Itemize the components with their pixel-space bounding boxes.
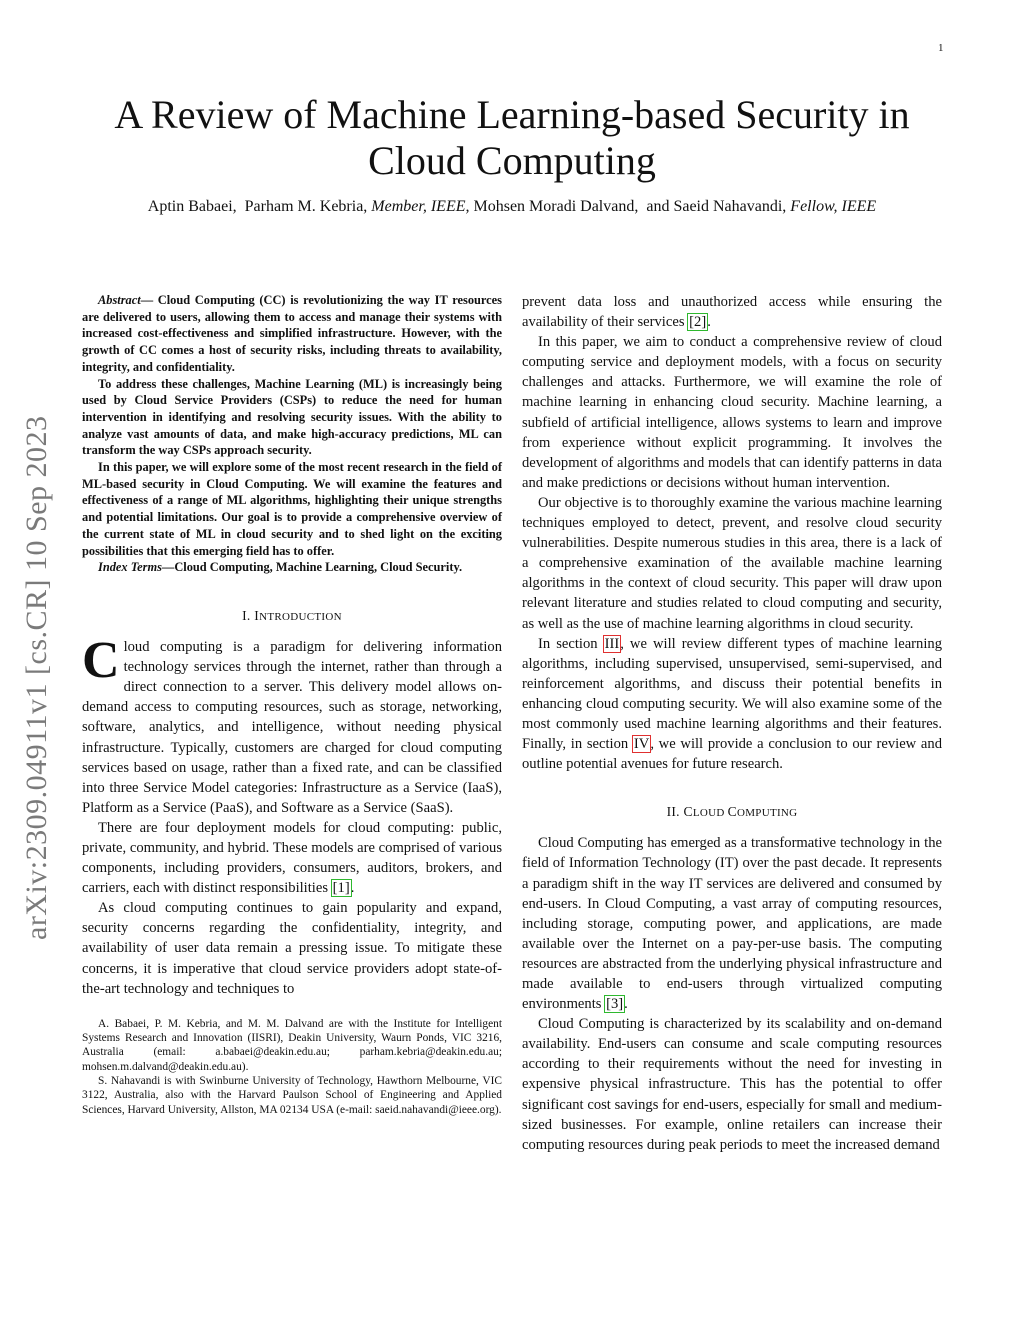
right-paragraph-5: Cloud Computing is characterized by its scalability and on-demand availability. End-users can consume and scale computing resources according to their requirements without the need for investing in expensive physical infrastructure. This has the potential to offer significant cost savings for end-users, especially for small and medium-sized businesses. For example, online retailers can increase their computing resources during peak periods to meet the increased demand xyxy=(522,1016,942,1153)
index-terms-text: —Cloud Computing, Machine Learning, Cloud Security. xyxy=(161,560,463,575)
page-number: 1 xyxy=(938,42,944,54)
index-terms-label: Index Terms xyxy=(98,560,162,575)
intro-text-2a: There are four deployment models for cloud computing: public, private, community, and hybrid. These models are comprised of various components, including providers, consumers, auditors, brokers, and carriers, each with distinct responsibilities xyxy=(82,819,502,897)
intro-text-2b: . xyxy=(350,880,355,897)
section-heading-introduction xyxy=(82,606,502,627)
abstract-label: Abstract xyxy=(98,293,141,307)
right-text-3c: , we will provide a conclusion to our review and outline potential avenues for future research. xyxy=(522,736,943,773)
author-2: Parham M. Kebria, xyxy=(244,198,368,215)
title-line-1: A Review of Machine Learning-based Security in xyxy=(114,92,910,137)
author-2-role: Member, IEEE, xyxy=(371,198,470,215)
section-2-number: II. xyxy=(666,804,684,820)
citation-link-2[interactable]: [2] xyxy=(689,314,707,331)
title-line-2: Cloud Computing xyxy=(368,138,656,183)
dropcap-letter: C xyxy=(82,632,120,690)
right-text-3a: In section xyxy=(538,635,604,652)
right-text-3b: , we will review different types of machine learning algorithms, including supervised, unsupervised, semi-supervised, and reinforcement algorithms, and discuss their potential benefits in enhancing cloud computing security. We will also examine some of the most commonly used machine learning algorithms and their features. Finally, in section xyxy=(522,635,942,753)
intro-paragraph-2 xyxy=(82,818,502,898)
citation-link-3[interactable]: [3] xyxy=(606,996,624,1013)
left-column xyxy=(82,292,502,1117)
abstract-paragraph-1 xyxy=(82,292,502,376)
author-list xyxy=(60,198,964,216)
right-paragraph-4 xyxy=(522,833,942,1014)
paper-title xyxy=(80,92,944,184)
section-2-rest-2: OMPUTING xyxy=(736,807,798,820)
right-paragraph-0 xyxy=(522,292,942,332)
section-link-iv[interactable]: IV xyxy=(633,736,650,753)
footnote-affiliation-2: S. Nahavandi is with Swinburne University of Technology, Hawthorn Melbourne, VIC 3122, Australia, also with the Harvard Paulson School of Engineering and Applied Sciences, Harvard University, Allston, MA 02134 USA (e-mail: saeid.nahavandi@ieee.org). xyxy=(82,1074,502,1116)
citation-link-1[interactable]: [1] xyxy=(332,880,350,897)
section-1-initial: I xyxy=(254,607,260,623)
footnotes xyxy=(82,1017,502,1117)
right-paragraph-1: In this paper, we aim to conduct a comprehensive review of cloud computing service and deployment models, with a focus on security challenges and attacks. Furthermore, we will examine the role of machine learning in enhancing cloud security. Machine learning, a subfield of artificial intelligence, allows systems to learn and improve from experience without explicit programming. It involves the development of algorithms and models that can identify patterns in data and make predictions or decisions without human intervention. xyxy=(522,334,942,491)
author-3: Mohsen Moradi Dalvand, xyxy=(473,198,639,215)
arxiv-identifier: arXiv:2309.04911v1 [cs.CR] 10 Sep 2023 xyxy=(20,415,53,940)
section-2-initial-1: C xyxy=(683,804,693,820)
section-1-rest: NTRODUCTION xyxy=(259,610,342,623)
right-text-0b: . xyxy=(707,314,711,331)
right-paragraph-3 xyxy=(522,634,942,775)
author-4: and Saeid Nahavandi, xyxy=(646,198,787,215)
intro-paragraph-1 xyxy=(82,632,502,818)
abstract-text-1: — Cloud Computing (CC) is revolutionizing the way IT resources are delivered to users, allowing them to access and manage their systems with increased cost-effectiveness and simplified infrastructure. However, with the growth of CC comes a host of security risks, including threats to availability, integrity, and confidentiality. xyxy=(82,293,502,374)
section-2-rest-1: LOUD xyxy=(692,807,728,820)
abstract-paragraph-3: In this paper, we will explore some of the most recent research in the field of ML-based security in Cloud Computing. We will examine the features and effectiveness of a range of ML algorithms, highlighting their unique strengths and potential limitations. Our goal is to provide a comprehensive overview of the current state of ML in cloud security and to shed light on the exciting possibilities that this emerging field has to offer. xyxy=(82,460,502,558)
index-terms xyxy=(82,559,502,576)
intro-text-1: loud computing is a paradigm for delivering information technology services through the internet, rather than through a direct connection to a server. This delivery model allows on-demand access to computing resources, such as storage, networking, software, analytics, and intelligence, without needing physical infrastructure. Typically, customers are charged for cloud computing services based on usage, rather than a fixed rate, and can be classified into three Service Model categories: Infrastructure as a Service (IaaS), Platform as a Service (PaaS), and Software as a Service (SaaS). xyxy=(82,639,502,816)
right-column xyxy=(522,292,942,1155)
intro-paragraph-3: As cloud computing continues to gain popularity and expand, security concerns regarding the confidentiality, integrity, and availability of user data remain a pressing issue. To mitigate these concerns, it is imperative that cloud service providers adopt state-of-the-art technology and techniques to xyxy=(82,900,502,997)
section-2-initial-2: C xyxy=(727,804,737,820)
right-text-4a: Cloud Computing has emerged as a transformative technology in the field of Information Technology (IT) over the past decade. It represents a paradigm shift in the way IT services are delivered and consumed by end-users. In Cloud Computing, a vast array of computing resources, including storage, computing power, and applications, are made available over the Internet on a pay-per-use basis. The computing resources are abstracted from the underlying physical infrastructure and made available to end-users through virtualized computing environments xyxy=(522,835,942,1013)
section-1-number: I. xyxy=(242,607,255,623)
section-heading-cloud-computing xyxy=(522,802,942,823)
right-text-4b: . xyxy=(624,996,628,1013)
author-4-role: Fellow, IEEE xyxy=(790,198,877,215)
author-1: Aptin Babaei, xyxy=(147,198,237,215)
section-link-iii[interactable]: III xyxy=(604,635,620,652)
right-text-0a: prevent data loss and unauthorized access while ensuring the availability of their services xyxy=(522,294,942,331)
right-paragraph-2: Our objective is to thoroughly examine the various machine learning techniques employed to detect, prevent, and resolve cloud security vulnerabilities. Despite numerous studies in this area, there is a lack of a comprehensive examination of the available machine learning algorithms in the context of cloud security. This paper will draw upon relevant literature and studies related to cloud computing and security, as well as the use of machine learning algorithms in cloud security. xyxy=(522,494,942,632)
abstract-paragraph-2: To address these challenges, Machine Learning (ML) is increasingly being used by Cloud Service Providers (CSPs) to reduce the need for human intervention in identifying and resolving security issues. With the ability to analyze vast amounts of data, and make high-accuracy predictions, ML can transform the way CSPs approach security. xyxy=(82,376,502,458)
footnote-affiliation-1: A. Babaei, P. M. Kebria, and M. M. Dalvand are with the Institute for Intelligent Systems Research and Innovation (IISRI), Deakin University, Waurn Ponds, VIC 3216, Australia (email: a.babaei@deakin.edu.au; parham.kebria@deakin.edu.au; mohsen.m.dalvand@deakin.edu.au). xyxy=(82,1017,502,1073)
